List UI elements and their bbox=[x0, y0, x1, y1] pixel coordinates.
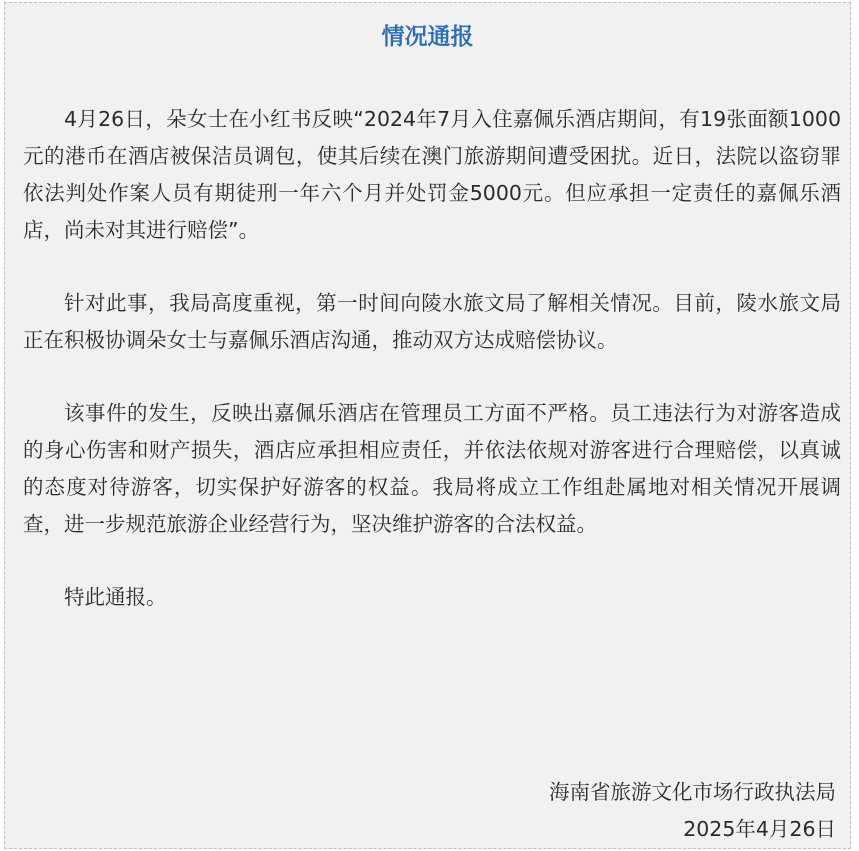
paragraph-incident: 4月26日，朵女士在小红书反映“2024年7月入住嘉佩乐酒店期间，有19张面额1000元的港币在酒店被保洁员调包，使其后续在澳门旅游期间遭受困扰。近日，法院以盗窃罪依法判处作案人员有期徒刑一年六个月并处罚金5000元。但应承担一定责任的嘉佩乐酒店，尚未对其进行赔偿”。 bbox=[23, 107, 841, 242]
paragraph-response: 针对此事，我局高度重视，第一时间向陵水旅文局了解相关情况。目前，陵水旅文局正在积极协调朵女士与嘉佩乐酒店沟通，推动双方达成赔偿协议。 bbox=[23, 291, 841, 352]
notice-title: 情况通报 bbox=[381, 24, 474, 50]
issuer-name: 海南省旅游文化市场行政执法局 bbox=[549, 780, 836, 804]
paragraph-closing: 特此通报。 bbox=[64, 585, 167, 609]
notice-panel bbox=[4, 2, 851, 849]
notice-body bbox=[23, 101, 841, 616]
paragraph-assessment: 该事件的发生，反映出嘉佩乐酒店在管理员工方面不严格。员工违法行为对游客造成的身心伤害和财产损失，酒店应承担相应责任，并依法依规对游客进行合理赔偿，以真诚的态度对待游客，切实保护好游客的权益。我局将成立工作组赴属地对相关情况开展调查，进一步规范旅游企业经营行为，坚决维护游客的合法权益。 bbox=[23, 401, 841, 536]
issue-date: 2025年4月26日 bbox=[683, 817, 836, 841]
